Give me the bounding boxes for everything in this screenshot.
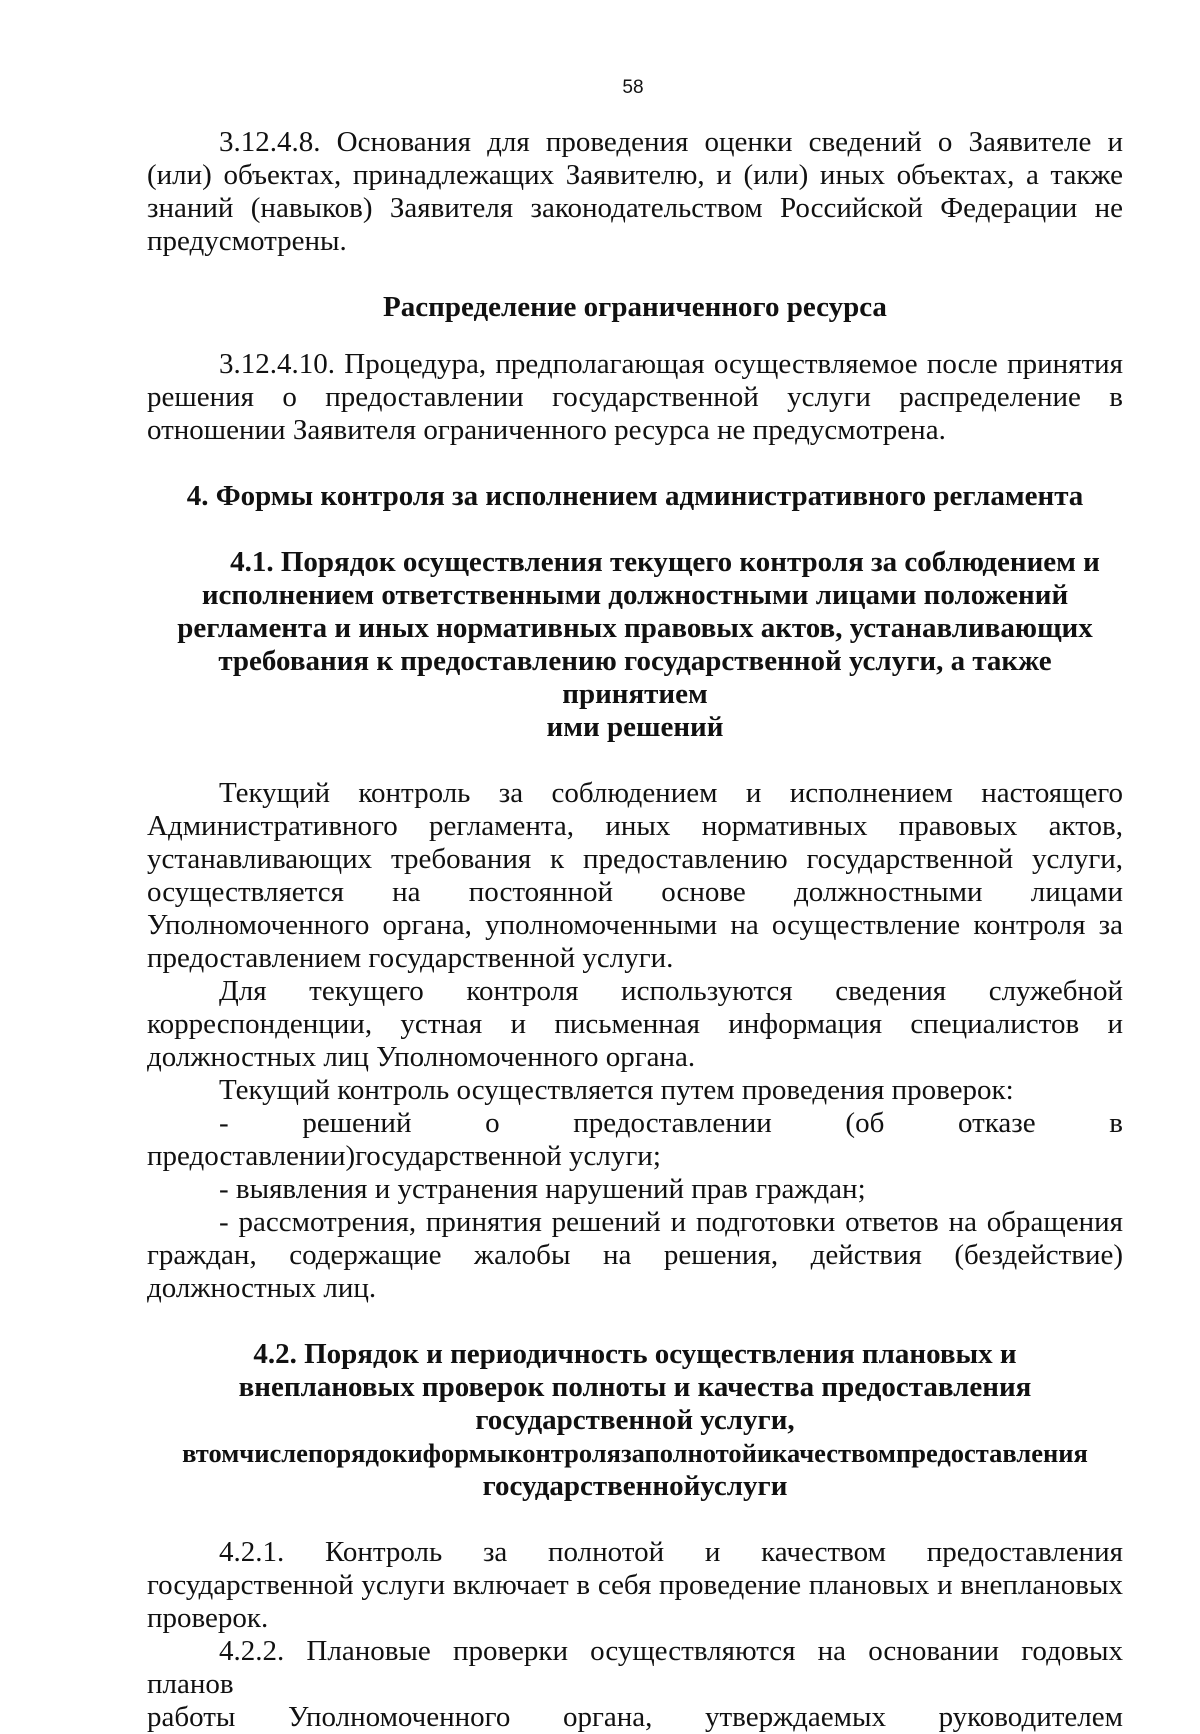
paragraph-4-2-2: 4.2.2. Плановые проверки осуществляются на основании годовых планов bbox=[147, 1635, 1123, 1700]
paragraph-word: Уполномоченного bbox=[288, 1701, 511, 1733]
paragraph-word: работы bbox=[147, 1701, 236, 1733]
paragraph-3-12-4-10: 3.12.4.10. Процедура, предполагающая осуществляемое после принятия решения о предоставлении государственной услуги распределение в отношении Заявителя ограниченного ресурса не предусмотрена. bbox=[147, 348, 1123, 446]
paragraph-word: руководителем bbox=[938, 1701, 1123, 1733]
bullet-word: - bbox=[219, 1107, 229, 1139]
heading-4-2-line: 4.2. Порядок и периодичность осуществления плановых и bbox=[253, 1338, 1017, 1370]
bullet-word: предоставлении bbox=[573, 1107, 772, 1139]
bullet-word: решений bbox=[302, 1107, 412, 1139]
paragraph-4-2-2-continuation bbox=[147, 1701, 1123, 1734]
heading-4-2-line: внеплановых проверок полноты и качества предоставления bbox=[238, 1371, 1032, 1403]
paragraph-word: утверждаемых bbox=[705, 1701, 886, 1733]
bullet-word: в bbox=[1109, 1107, 1123, 1139]
heading-4-1-line: исполнением ответственными должностными лицами положений bbox=[201, 579, 1069, 611]
paragraph-3-12-4-8: 3.12.4.8. Основания для проведения оценки сведений о Заявителе и (или) объектах, принадлежащих Заявителю, и (или) иных объектах, а также знаний (навыков) Заявителя законодательством Российской Федерации не предусмотрены. bbox=[147, 126, 1123, 257]
paragraph-control-sources: Для текущего контроля используются сведения служебной корреспонденции, устная и письменная информация специалистов и должностных лиц Уполномоченного органа. bbox=[147, 975, 1123, 1073]
bullet-decisions-line bbox=[147, 1107, 1123, 1140]
bullet-word: (об bbox=[845, 1107, 885, 1139]
paragraph-current-control: Текущий контроль за соблюдением и исполнением настоящего Административного регламента, иных нормативных правовых актов, устанавливающих требования к предоставлению государственной услуги, осуществляется на постоянной основе должностными лицами Уполномоченного органа, уполномоченными на осуществление контроля за предоставлением государственной услуги. bbox=[147, 777, 1123, 974]
heading-section-4-2 bbox=[147, 1338, 1123, 1503]
heading-4-1-line: 4.1. Порядок осуществления текущего контроля за соблюдением и bbox=[230, 546, 1100, 578]
bullet-appeals: - рассмотрения, принятия решений и подготовки ответов на обращения граждан, содержащие жалобы на решения, действия (бездействие) должностных лиц. bbox=[147, 1206, 1123, 1304]
heading-4-2-line: втомчислепорядокиформыконтролязаполнотойикачествомпредоставления bbox=[182, 1438, 1088, 1468]
bullet-word: о bbox=[485, 1107, 500, 1139]
paragraph-word: органа, bbox=[562, 1701, 653, 1733]
heading-4-2-line: государственнойуслуги bbox=[482, 1470, 788, 1502]
bullet-violations: - выявления и устранения нарушений прав граждан; bbox=[219, 1173, 866, 1205]
paragraph-checks-intro: Текущий контроль осуществляется путем проведения проверок: bbox=[219, 1074, 1014, 1106]
document-body bbox=[147, 126, 1123, 1734]
heading-section-4: 4. Формы контроля за исполнением административного регламента bbox=[186, 480, 1084, 512]
paragraph-4-2-1: 4.2.1. Контроль за полнотой и качеством предоставления государственной услуги включает в себя проведение плановых и внеплановых проверок. bbox=[147, 1536, 1123, 1634]
page-number: 58 bbox=[622, 77, 644, 98]
heading-4-1-line: требования к предоставлению государственной услуги, а также принятием bbox=[218, 645, 1052, 710]
heading-limited-resource: Распределение ограниченного ресурса bbox=[383, 291, 887, 323]
heading-4-2-line: государственной услуги, bbox=[475, 1404, 795, 1436]
bullet-word: отказе bbox=[957, 1107, 1036, 1139]
heading-4-1-line: ими решений bbox=[546, 711, 724, 743]
bullet-decisions-continuation: предоставлении)государственной услуги; bbox=[147, 1140, 661, 1172]
heading-section-4-1 bbox=[147, 546, 1123, 744]
heading-4-1-line: регламента и иных нормативных правовых актов, устанавливающих bbox=[177, 612, 1093, 644]
